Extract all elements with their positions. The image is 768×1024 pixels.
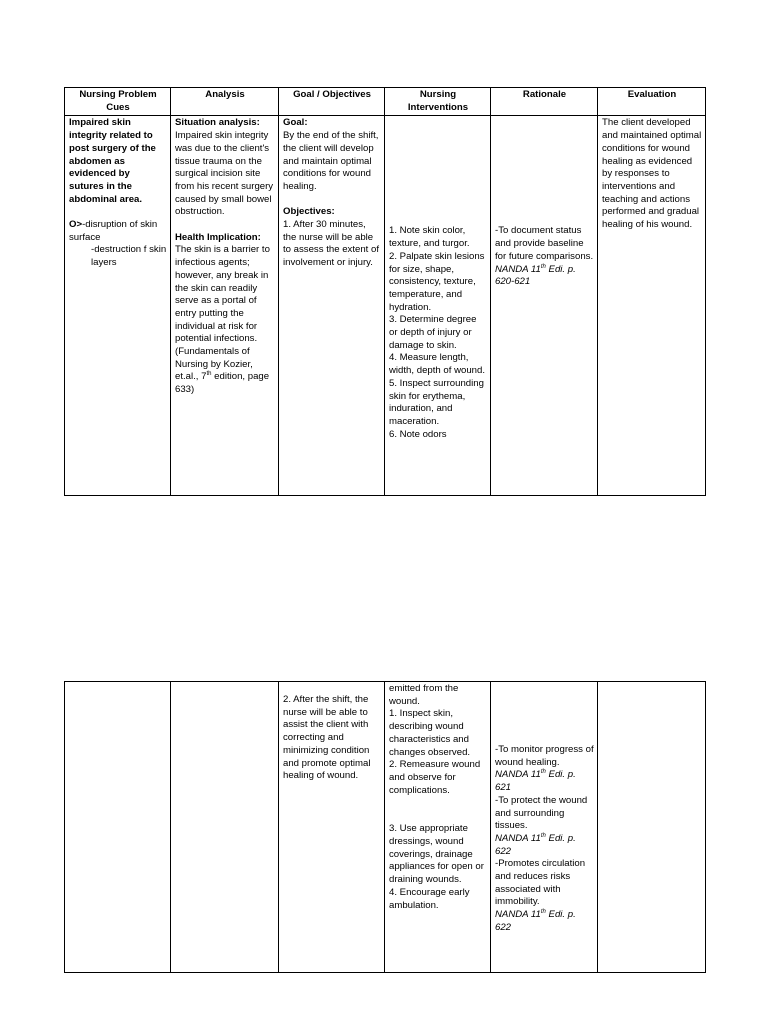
situation-analysis-heading: Situation analysis:: [175, 117, 260, 129]
cell-rationale: [491, 116, 598, 496]
health-implication-text: The skin is a barrier to infectious agents; however, any break in the skin can readily serve as a portal of entry putting the individual at risk for potential infections.: [175, 244, 270, 345]
analysis-reference: [175, 346, 275, 397]
objectives-heading: Objectives:: [283, 206, 335, 218]
intervention-item: 5. Inspect surrounding skin for erythema, induration, and maceration.: [389, 377, 484, 427]
rationale-text: -To protect the wound and surrounding tissues.: [495, 794, 588, 832]
reference-part: (Fundamentals of Nursing by Kozier, et.al., 7: [175, 346, 253, 383]
reference-superscript: th: [206, 371, 212, 378]
table-row: [65, 116, 706, 496]
reference-part: NANDA 11: [495, 909, 541, 921]
reference-superscript: th: [540, 908, 546, 915]
cell-goal-objectives: [279, 116, 385, 496]
intervention-item: 3. Determine degree or depth of injury or damage to skin.: [389, 314, 477, 351]
cell-goal-objectives-continued: [279, 682, 385, 973]
reference-part: NANDA 11: [495, 769, 541, 781]
cell-analysis-continued: [171, 682, 279, 973]
goal-text: By the end of the shift, the client will develop and maintain optimal conditions for wound healing.: [283, 130, 379, 192]
header-evaluation: Evaluation: [598, 88, 706, 116]
care-plan-table-2: [64, 681, 706, 973]
rationale-reference: [495, 909, 594, 934]
header-row: [65, 88, 706, 116]
situation-analysis-text: Impaired skin integrity was due to the client's tissue trauma on the surgical incision site from his recent surgery caused by small bowel obstruction.: [175, 130, 274, 218]
intervention-item: 1. Note skin color, texture, and turgor.: [389, 225, 470, 250]
cell-problem-cues-continued: [65, 682, 171, 973]
intervention-item: emitted from the wound.: [389, 683, 459, 707]
reference-superscript: th: [540, 769, 546, 776]
reference-superscript: th: [540, 832, 546, 839]
rationale-text: -To document status and provide baseline for future comparisons.: [495, 225, 594, 262]
reference-part: Edi. p. 621: [495, 769, 576, 794]
header-rationale: Rationale: [491, 88, 598, 116]
intervention-item: 6. Note odors: [389, 428, 447, 440]
reference-superscript: th: [540, 263, 546, 270]
care-plan-table-1: [64, 87, 706, 496]
cell-analysis: [171, 116, 279, 496]
intervention-item: 4. Measure length, width, depth of wound.: [389, 352, 486, 377]
header-nursing-interventions: Nursing Interventions: [385, 88, 491, 116]
reference-part: NANDA 11: [495, 832, 541, 844]
cell-evaluation-continued: [598, 682, 706, 973]
reference-part: edition, page 633): [175, 371, 270, 396]
reference-part: Edi. p. 622: [495, 909, 576, 933]
reference-part: Edi. p. 622: [495, 832, 576, 857]
intervention-item: 4. Encourage early ambulation.: [389, 886, 470, 911]
table-row: [65, 682, 706, 973]
objective-cues: [69, 219, 167, 244]
goal-heading: Goal:: [283, 117, 308, 129]
intervention-item: 3. Use appropriate dressings, wound coverings, drainage appliances for open or draining wounds.: [389, 823, 484, 886]
cell-interventions-continued: [385, 682, 491, 973]
intervention-item: 2. Palpate skin lesions for size, shape, consistency, texture, temperature, and hydration.: [389, 250, 485, 313]
evaluation-text: The client developed and maintained optimal conditions for wound healing as evidenced by responses to interventions and teaching and actions performed and gradual healing of his wound.: [602, 117, 702, 231]
cue-disruption: -disruption of skin surface: [69, 219, 158, 243]
rationale-reference: [495, 769, 594, 794]
reference-part: Edi. p. 620-621: [495, 263, 576, 288]
rationale-reference: [495, 264, 594, 289]
objective-1: 1. After 30 minutes, the nurse will be able to assess the extent of involvement or injury.: [283, 219, 379, 269]
cue-destruction: -destruction f skin layers: [91, 244, 167, 269]
cell-rationale-continued: [491, 682, 598, 973]
rationale-text: -To monitor progress of wound healing.: [495, 744, 594, 768]
rationale-reference: [495, 833, 594, 858]
reference-part: NANDA 11: [495, 263, 541, 275]
health-implication-heading: Health Implication:: [175, 231, 261, 243]
intervention-item: 2. Remeasure wound and observe for complications.: [389, 759, 481, 796]
cell-evaluation: [598, 116, 706, 496]
header-goal-objectives: Goal / Objectives: [279, 88, 385, 116]
rationale-text: -Promotes circulation and reduces risks associated with immobility.: [495, 858, 586, 908]
nursing-diagnosis: Impaired skin integrity related to post surgery of the abdomen as evidenced by sutures in the abdominal area.: [69, 117, 156, 205]
objective-2: 2. After the shift, the nurse will be able to assist the client with correcting and minimizing condition and promote optimal healing of wound.: [283, 694, 371, 782]
objective-cues-label: O>: [69, 219, 83, 231]
cell-interventions: [385, 116, 491, 496]
header-analysis: Analysis: [171, 88, 279, 116]
header-nursing-problem-cues: Nursing Problem Cues: [65, 88, 171, 116]
cell-problem-cues: [65, 116, 171, 496]
intervention-item: 1. Inspect skin, describing wound characteristics and changes observed.: [389, 708, 471, 758]
